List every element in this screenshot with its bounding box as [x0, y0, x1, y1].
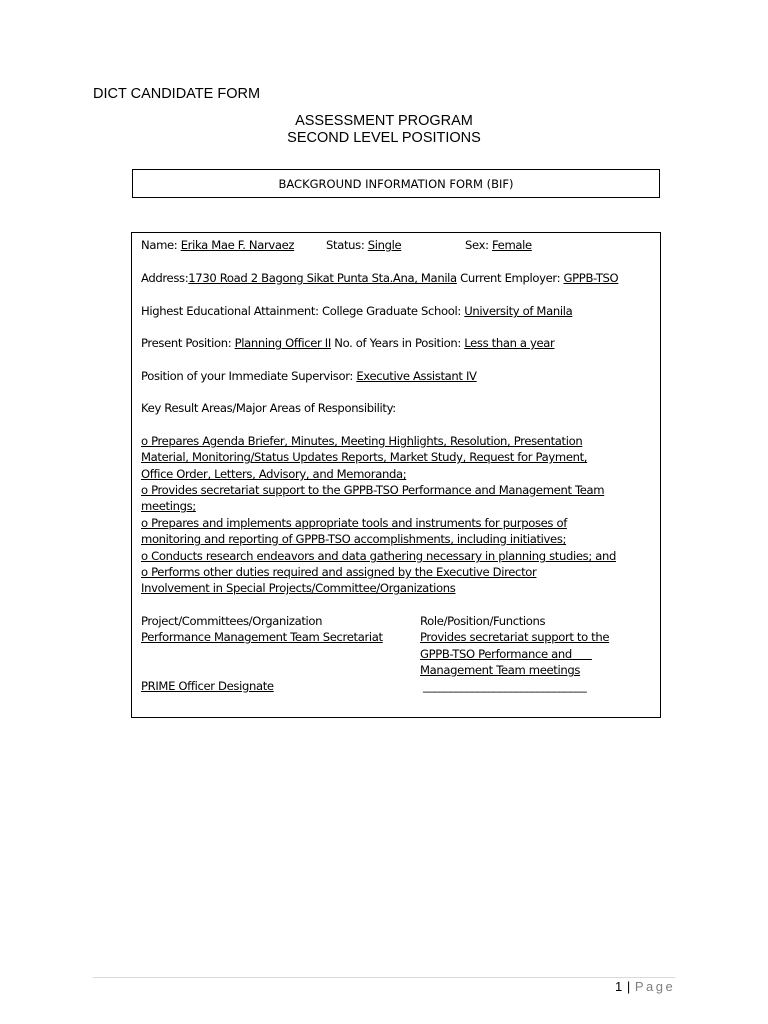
- kra-line: Office Order, Letters, Advisory, and Memoranda;: [141, 467, 407, 481]
- role-column-header: Role/Position/Functions: [420, 614, 546, 628]
- kra-line: monitoring and reporting of GPPB-TSO accomplishments, including initiatives;: [141, 532, 567, 546]
- address-field: [141, 270, 618, 286]
- status-field: [326, 237, 401, 253]
- document-label: DICT CANDIDATE FORM: [93, 86, 261, 102]
- name-value: Erika Mae F. Narvaez: [180, 238, 295, 252]
- sex-field: [465, 237, 532, 253]
- address-value: 1730 Road 2 Bagong Sikat Punta Sta.Ana, Manila: [188, 271, 457, 285]
- position-field: [141, 335, 554, 351]
- employer-label: Current Employer:: [456, 271, 564, 285]
- education-label: Highest Educational Attainment: College Graduate School:: [141, 304, 465, 318]
- name-label: Name:: [141, 238, 181, 252]
- employer-value: GPPB-TSO: [563, 271, 619, 285]
- program-title: ASSESSMENT PROGRAM: [295, 113, 473, 129]
- footer-divider: [93, 977, 675, 978]
- kra-line: Material, Monitoring/Status Updates Reports, Market Study, Request for Payment,: [141, 450, 588, 464]
- role-entry-line: GPPB-TSO Performance and: [420, 647, 592, 661]
- kra-line: o Prepares Agenda Briefer, Minutes, Meeting Highlights, Resolution, Presentation: [141, 434, 583, 448]
- page-word: Page: [634, 979, 676, 994]
- form-title-box: [132, 169, 660, 198]
- kra-line: o Performs other duties required and assigned by the Executive Director: [141, 565, 537, 579]
- supervisor-field: [141, 368, 477, 384]
- status-label: Status:: [326, 238, 368, 252]
- kra-heading: Key Result Areas/Major Areas of Responsibility:: [141, 401, 396, 415]
- role-entry-line: Management Team meetings: [420, 663, 581, 677]
- role-entry-line: Provides secretariat support to the: [420, 630, 610, 644]
- footer-separator: |: [622, 979, 635, 994]
- form-title: BACKGROUND INFORMATION FORM (BIF): [278, 176, 514, 191]
- education-field: [141, 303, 572, 319]
- project-column-header: Project/Committees/Organization: [141, 614, 323, 628]
- name-field: [141, 237, 294, 253]
- kra-line: meetings;: [141, 499, 196, 513]
- position-value: Planning Officer II: [234, 336, 331, 350]
- supervisor-value: Executive Assistant IV: [356, 369, 477, 383]
- program-heading: [0, 113, 768, 147]
- position-label: Present Position:: [141, 336, 235, 350]
- project-entry: PRIME Officer Designate: [141, 679, 274, 693]
- kra-line: o Provides secretariat support to the GPPB-TSO Performance and Management Team: [141, 483, 605, 497]
- kra-line: o Conducts research endeavors and data gathering necessary in planning studies; and: [141, 549, 616, 563]
- kra-line: o Prepares and implements appropriate tools and instruments for purposes of: [141, 516, 567, 530]
- years-value: Less than a year: [464, 336, 555, 350]
- project-entry: Performance Management Team Secretariat: [141, 630, 383, 644]
- role-blank-line: ______________________________: [423, 679, 587, 693]
- sex-value: Female: [492, 238, 532, 252]
- status-value: Single: [367, 238, 402, 252]
- page-footer: [615, 979, 675, 994]
- involvement-heading: Involvement in Special Projects/Committee/Organizations: [141, 581, 456, 595]
- sex-label: Sex:: [465, 238, 492, 252]
- page-number: 1: [615, 979, 623, 994]
- years-label: No. of Years in Position:: [330, 336, 465, 350]
- supervisor-label: Position of your Immediate Supervisor:: [141, 369, 357, 383]
- school-value: University of Manila: [464, 304, 573, 318]
- address-label: Address:: [141, 271, 189, 285]
- program-subtitle: SECOND LEVEL POSITIONS: [287, 130, 481, 146]
